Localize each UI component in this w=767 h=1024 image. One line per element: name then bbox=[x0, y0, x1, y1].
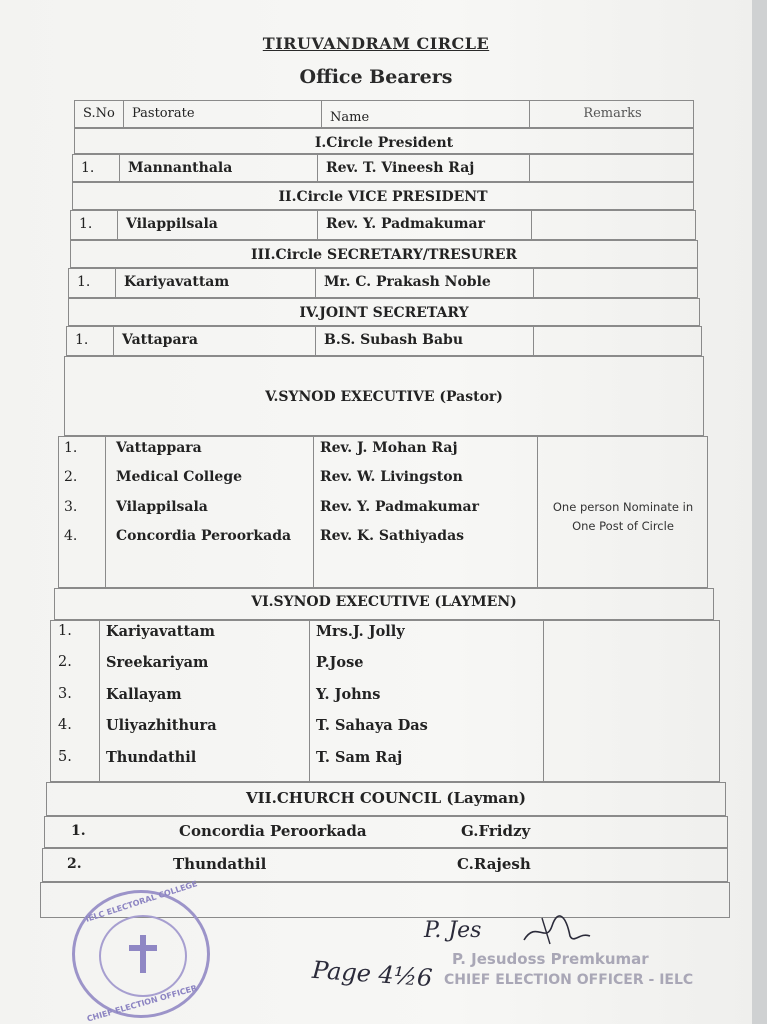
council-pastorate: Thundathil bbox=[173, 855, 267, 873]
row-name: T. Sahaya Das bbox=[316, 717, 428, 735]
row-remarks bbox=[529, 155, 695, 181]
remark-line: One person Nominate in bbox=[552, 500, 694, 514]
church-council-row bbox=[42, 848, 728, 882]
row-pastorate: Kariyavattam bbox=[106, 623, 215, 640]
section-title: V.SYNOD EXECUTIVE (Pastor) bbox=[265, 389, 503, 405]
row-pastorate: Concordia Peroorkada bbox=[116, 528, 292, 545]
page-edge bbox=[752, 0, 767, 1024]
council-sno: 2. bbox=[67, 856, 82, 872]
council-sno: 1. bbox=[71, 823, 86, 839]
row-name: Mrs.J. Jolly bbox=[316, 623, 405, 640]
synod-pastor-remark bbox=[540, 498, 706, 536]
row-pastorate: Vattapara bbox=[113, 327, 315, 355]
row-name: P.Jose bbox=[316, 654, 364, 672]
table-row bbox=[68, 268, 698, 298]
row-pastorate: Uliyazhithura bbox=[106, 717, 217, 735]
row-name: Mr. C. Prakash Noble bbox=[315, 269, 533, 297]
council-pastorate: Concordia Peroorkada bbox=[179, 822, 367, 840]
row-sno: 1. bbox=[81, 160, 95, 176]
row-sno: 1. bbox=[75, 332, 89, 348]
row-sno: 2. bbox=[64, 469, 78, 486]
row-name: T. Sam Raj bbox=[316, 748, 403, 766]
stamp-text-top: IELC ELECTORAL COLLEGE bbox=[84, 879, 199, 924]
document-title: Office Bearers bbox=[299, 66, 453, 88]
signature-initials: P. Jes bbox=[424, 918, 482, 943]
section-joint-secretary: IV.JOINT SECRETARY bbox=[68, 298, 700, 326]
row-name: B.S. Subash Babu bbox=[315, 327, 533, 355]
row-sno: 3. bbox=[58, 685, 72, 702]
row-name: Rev. W. Livingston bbox=[320, 469, 463, 486]
church-council-row bbox=[44, 816, 728, 848]
table-row bbox=[66, 326, 702, 356]
row-name: Rev. T. Vineesh Raj bbox=[317, 155, 529, 181]
section-church-council: VII.CHURCH COUNCIL (Layman) bbox=[46, 782, 726, 816]
remark-line: One Post of Circle bbox=[572, 519, 674, 533]
row-name: Y. Johns bbox=[316, 685, 381, 703]
officer-title: CHIEF ELECTION OFFICER - IELC bbox=[444, 972, 694, 988]
officer-name: P. Jesudoss Premkumar bbox=[452, 950, 649, 968]
header-remarks: Remarks bbox=[529, 101, 695, 127]
row-pastorate: Sreekariyam bbox=[106, 654, 209, 672]
row-sno: 1. bbox=[58, 623, 72, 639]
circle-title: TIRUVANDRAM CIRCLE bbox=[262, 34, 490, 53]
col-remarks bbox=[543, 621, 721, 781]
table-header-row bbox=[74, 100, 694, 128]
row-sno: 4. bbox=[64, 528, 78, 545]
row-sno: 1. bbox=[79, 216, 93, 232]
row-name: Rev. Y. Padmakumar bbox=[320, 498, 479, 515]
row-pastorate: Vilappilsala bbox=[117, 211, 317, 239]
row-sno: 1. bbox=[77, 274, 91, 290]
row-pastorate: Vattappara bbox=[116, 440, 202, 456]
council-name: G.Fridzy bbox=[461, 822, 531, 840]
stamp-text-bottom: CHIEF ELECTION OFFICER bbox=[85, 983, 199, 1024]
header-sno: S.No bbox=[83, 106, 115, 121]
row-pastorate: Vilappilsala bbox=[116, 498, 208, 515]
row-name: Rev. Y. Padmakumar bbox=[317, 211, 531, 239]
header-pastorate: Pastorate bbox=[123, 101, 321, 127]
section-circle-president: I.Circle President bbox=[74, 128, 694, 154]
row-sno: 5. bbox=[58, 748, 72, 765]
row-pastorate: Thundathil bbox=[106, 748, 197, 766]
section-synod-executive-laymen: VI.SYNOD EXECUTIVE (LAYMEN) bbox=[54, 588, 714, 620]
signature-scribble bbox=[522, 914, 592, 948]
row-remarks bbox=[531, 211, 697, 239]
row-name: Rev. K. Sathiyadas bbox=[320, 528, 465, 545]
table-row bbox=[70, 210, 696, 240]
table-row bbox=[72, 154, 694, 182]
row-sno: 4. bbox=[58, 717, 72, 734]
row-name: Rev. J. Mohan Raj bbox=[320, 440, 458, 456]
council-name: C.Rajesh bbox=[457, 855, 531, 873]
row-remarks bbox=[533, 327, 703, 355]
electoral-college-stamp bbox=[72, 879, 210, 1024]
row-pastorate: Medical College bbox=[116, 469, 243, 486]
cross-icon bbox=[123, 931, 163, 977]
header-name: Name bbox=[321, 101, 529, 127]
row-sno: 3. bbox=[64, 498, 78, 515]
row-sno: 1. bbox=[64, 440, 78, 456]
section-vice-president: II.Circle VICE PRESIDENT bbox=[72, 182, 694, 210]
section-secretary-treasurer: III.Circle SECRETARY/TRESURER bbox=[70, 240, 698, 268]
row-pastorate: Mannanthala bbox=[119, 155, 317, 181]
row-sno: 2. bbox=[58, 654, 72, 671]
page-note: Page 4½6 bbox=[311, 955, 434, 993]
section-synod-executive-pastor bbox=[64, 356, 704, 436]
row-pastorate: Kallayam bbox=[106, 685, 182, 703]
row-remarks bbox=[533, 269, 699, 297]
row-pastorate: Kariyavattam bbox=[115, 269, 315, 297]
